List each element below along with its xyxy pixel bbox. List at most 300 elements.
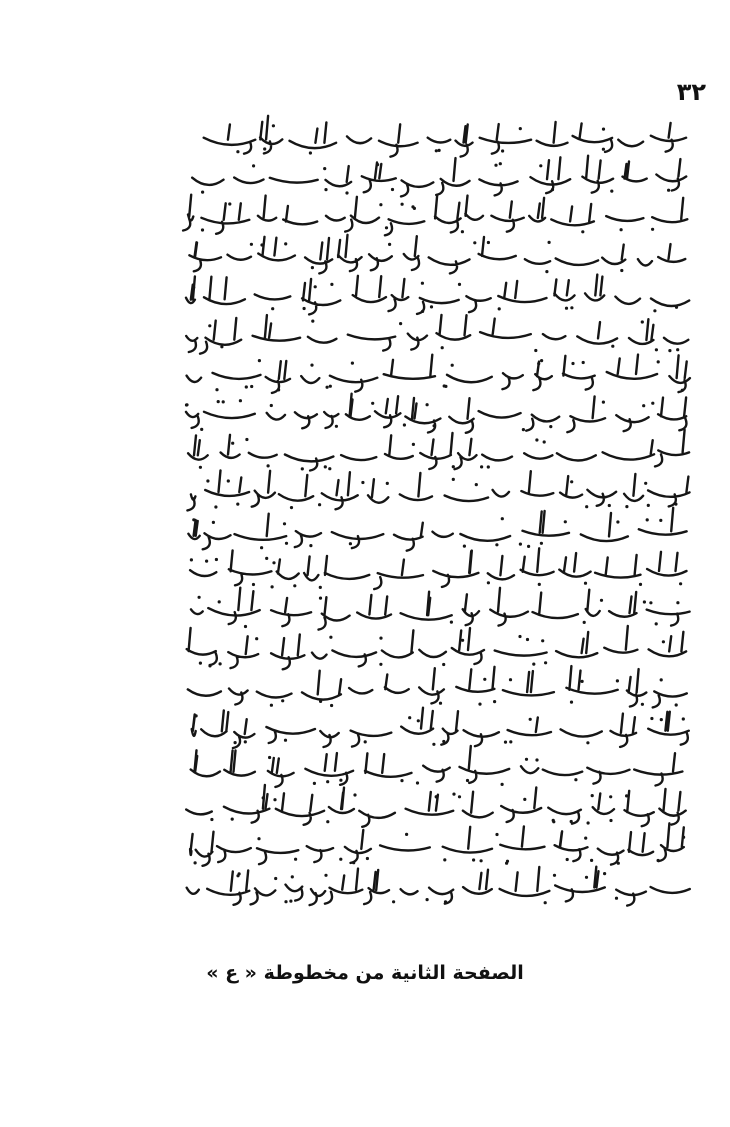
handwriting-stroke [186,394,686,433]
diacritic-dot [265,557,268,560]
diacritic-dot [616,520,619,523]
manuscript-line [192,708,689,748]
diacritic-dot [644,482,647,485]
diacritic-dot [260,546,263,549]
handwriting-stroke [187,867,690,906]
diacritic-dot [231,818,234,821]
diacritic-dot [239,399,242,402]
manuscript-line [190,823,685,866]
diacritic-dot [318,503,321,506]
diacritic-dot [600,599,603,602]
diacritic-dot [585,876,588,879]
diacritic-dot [236,503,239,506]
diacritic-dot [609,795,612,798]
diacritic-dot [319,586,322,589]
handwriting-stroke [190,823,684,866]
diacritic-dot [458,795,461,798]
diacritic-dot [311,320,314,323]
diacritic-dot [376,163,379,166]
manuscript-line [204,116,686,157]
diacritic-dot [540,542,543,545]
diacritic-dot [641,703,644,706]
diacritic-dot [611,345,614,348]
diacritic-dot [324,465,327,468]
page-caption: الصفحة الثانية من مخطوطة « ع » [206,962,524,984]
diacritic-dot [574,778,577,781]
diacritic-dot [478,703,481,706]
diacritic-dot [190,558,193,561]
diacritic-dot [657,360,660,363]
diacritic-dot [535,438,538,441]
diacritic-dot [252,583,255,586]
diacritic-dot [660,678,663,681]
diacritic-dot [519,127,522,130]
diacritic-dot [620,228,623,231]
diacritic-dot [495,833,498,836]
diacritic-dot [649,601,652,604]
diacritic-dot [319,700,322,703]
diacritic-dot [581,230,584,233]
diacritic-dot [450,621,453,624]
diacritic-dot [501,783,504,786]
diacritic-dot [509,678,512,681]
diacritic-dot [281,699,284,702]
manuscript-line [187,355,690,393]
diacritic-dot [385,226,388,229]
handwriting-stroke [187,626,686,669]
diacritic-dot [294,858,297,861]
diacritic-dot [501,517,504,520]
diacritic-dot [328,467,331,470]
diacritic-dot [620,269,623,272]
diacritic-dot [426,403,429,406]
diacritic-dot [255,637,258,640]
diacritic-dot [291,875,294,878]
diacritic-dot [349,542,352,545]
diacritic-dot [590,859,593,862]
diacritic-dot [379,203,382,206]
diacritic-dot [675,703,678,706]
diacritic-dot [475,483,478,486]
diacritic-dot [324,188,327,191]
diacritic-dot [421,282,424,285]
diacritic-dot [234,741,237,744]
diacritic-dot [219,662,222,665]
diacritic-dot [371,402,374,405]
diacritic-dot [290,506,293,509]
manuscript-line [186,785,686,827]
diacritic-dot [583,621,586,624]
handwriting-stroke [187,355,690,393]
diacritic-dot [473,241,476,244]
handwriting-stroke [188,666,687,707]
diacritic-dot [270,704,273,707]
diacritic-dot [244,740,247,743]
diacritic-dot [245,385,248,388]
diacritic-dot [504,741,507,744]
handwriting-stroke [190,548,686,589]
diacritic-dot [194,861,197,864]
diacritic-dot [452,793,455,796]
diacritic-dot [314,285,317,288]
diacritic-dot [352,861,355,864]
diacritic-dot [647,504,650,507]
diacritic-dot [293,584,296,587]
manuscript-line [189,235,685,274]
diacritic-dot [552,819,555,822]
diacritic-dot [285,542,288,545]
handwriting-stroke [183,195,687,236]
diacritic-dot [545,270,548,273]
manuscript-line [187,626,686,669]
diacritic-dot [301,467,304,470]
diacritic-dot [525,758,528,761]
diacritic-dot [587,821,590,824]
diacritic-dot [206,479,209,482]
diacritic-dot [435,795,438,798]
diacritic-dot [273,798,276,801]
diacritic-dot [257,837,260,840]
manuscript-line [187,867,690,906]
diacritic-dot [195,714,198,717]
diacritic-dot [591,794,594,797]
manuscript-line [192,156,686,197]
diacritic-dot [386,482,389,485]
diacritic-dot [215,388,218,391]
manuscript-line [183,195,687,236]
diacritic-dot [602,401,605,404]
diacritic-dot [260,243,263,246]
diacritic-dot [675,306,678,309]
diacritic-dot [227,479,230,482]
handwriting-stroke [204,116,686,157]
diacritic-dot [310,364,313,367]
diacritic-dot [212,521,215,524]
diacritic-dot [405,833,408,836]
diacritic-dot [544,661,547,664]
diacritic-dot [270,404,273,407]
diacritic-dot [319,597,322,600]
diacritic-dot [284,739,287,742]
diacritic-dot [443,858,446,861]
diacritic-dot [532,663,535,666]
diacritic-dot [483,678,486,681]
diacritic-dot [272,124,275,127]
diacritic-dot [283,522,286,525]
diacritic-dot [311,266,314,269]
diacritic-dot [662,640,665,643]
diacritic-dot [432,743,435,746]
diacritic-dot [435,149,438,152]
diacritic-dot [208,324,211,327]
handwriting-stroke [188,508,686,551]
diacritic-dot [549,425,552,428]
diacritic-dot [639,583,642,586]
diacritic-dot [451,364,454,367]
diacritic-dot [392,900,395,903]
diacritic-dot [323,167,326,170]
diacritic-dot [653,309,656,312]
diacritic-dot [667,189,670,192]
diacritic-dot [399,322,402,325]
diacritic-dot [364,740,367,743]
diacritic-dot [215,558,218,561]
diacritic-dot [570,480,573,483]
diacritic-dot [379,663,382,666]
manuscript-line [188,666,687,707]
diacritic-dot [403,423,406,426]
diacritic-dot [433,424,436,427]
diacritic-dot [217,400,220,403]
diacritic-dot [274,877,277,880]
diacritic-dot [571,362,574,365]
diacritic-dot [551,188,554,191]
diacritic-dot [586,741,589,744]
diacritic-dot [277,388,280,391]
diacritic-dot [411,205,414,208]
diacritic-dot [679,582,682,585]
diacritic-dot [493,700,496,703]
diacritic-dot [220,345,223,348]
diacritic-dot [602,148,605,151]
diacritic-dot [452,465,455,468]
diacritic-dot [452,478,455,481]
diacritic-dot [236,874,239,877]
diacritic-dot [222,400,225,403]
handwriting-stroke [186,275,689,315]
diacritic-dot [523,798,526,801]
diacritic-dot [228,202,231,205]
diacritic-dot [543,440,546,443]
diacritic-dot [548,241,551,244]
diacritic-dot [303,307,306,310]
diacritic-dot [442,740,445,743]
diacritic-dot [330,283,333,286]
manuscript-line [188,508,686,551]
diacritic-dot [412,443,415,446]
diacritic-dot [345,191,348,194]
diacritic-dot [566,858,569,861]
diacritic-dot [544,901,547,904]
diacritic-dot [602,128,605,131]
diacritic-dot [660,718,663,721]
diacritic-dot [329,385,332,388]
diacritic-dot [272,561,275,564]
diacritic-dot [655,348,658,351]
diacritic-dot [442,663,445,666]
diacritic-dot [651,402,654,405]
diacritic-dot [608,504,611,507]
diacritic-dot [609,819,612,822]
diacritic-dot [262,796,265,799]
diacritic-dot [615,897,618,900]
diacritic-dot [271,307,274,310]
diacritic-dot [335,425,338,428]
diacritic-dot [487,465,490,468]
manuscript-line [185,394,687,433]
diacritic-dot [681,389,684,392]
diacritic-dot [487,241,490,244]
diacritic-dot [353,793,356,796]
manuscript-line [186,275,689,315]
handwriting-stroke [187,470,689,510]
diacritic-dot [494,164,497,167]
diacritic-dot [231,442,234,445]
diacritic-dot [541,639,544,642]
diacritic-dot [441,346,444,349]
diacritic-dot [535,758,538,761]
diacritic-dot [201,191,204,194]
diacritic-dot [339,779,342,782]
diacritic-dot [444,900,447,903]
diacritic-dot [617,862,620,865]
diacritic-dot [426,898,429,901]
diacritic-dot [198,596,201,599]
diacritic-dot [263,147,266,150]
page-number: ٣٢ [676,78,706,106]
manuscript-handwriting-image [178,110,698,910]
handwriting-stroke [191,746,683,787]
diacritic-dot [625,505,628,508]
diacritic-dot [438,149,441,152]
diacritic-dot [208,664,211,667]
diacritic-dot [539,164,542,167]
diacritic-dot [326,780,329,783]
diacritic-dot [210,818,213,821]
diacritic-dot [674,503,677,506]
diacritic-dot [430,305,433,308]
diacritic-dot [682,836,685,839]
diacritic-dot [444,385,447,388]
manuscript-line [191,746,683,787]
diacritic-dot [676,348,679,351]
diacritic-dot [185,403,188,406]
diacritic-dot [268,756,271,759]
diacritic-dot [461,639,464,642]
diacritic-dot [498,307,501,310]
diacritic-dot [584,582,587,585]
diacritic-dot [463,545,466,548]
diacritic-dot [458,283,461,286]
diacritic-dot [236,150,239,153]
diacritic-dot [519,543,522,546]
diacritic-dot [538,583,541,586]
diacritic-dot [495,543,498,546]
diacritic-dot [657,859,660,862]
manuscript-line [188,430,689,471]
manuscript-line [190,548,687,589]
diacritic-dot [603,872,606,875]
diacritic-dot [570,306,573,309]
diacritic-dot [570,701,573,704]
diacritic-dot [244,625,247,628]
diacritic-dot [284,242,287,245]
diacritic-dot [610,190,613,193]
diacritic-dot [676,601,679,604]
handwriting-stroke [191,588,690,630]
manuscript-line [191,588,690,630]
diacritic-dot [651,228,654,231]
diacritic-dot [329,636,332,639]
diacritic-dot [565,307,568,310]
diacritic-dot [201,228,204,231]
diacritic-dot [509,740,512,743]
diacritic-dot [461,230,464,233]
diacritic-dot [472,858,475,861]
diacritic-dot [570,820,573,823]
diacritic-dot [421,310,424,313]
diacritic-dot [650,717,653,720]
diacritic-dot [625,794,628,797]
diacritic-dot [581,680,584,683]
diacritic-dot [339,858,342,861]
diacritic-dot [388,243,391,246]
diacritic-dot [330,704,333,707]
diacritic-dot [408,716,411,719]
diacritic-dot [391,188,394,191]
diacritic-dot [400,779,403,782]
diacritic-dot [527,545,530,548]
handwriting-stroke [186,315,688,354]
diacritic-dot [379,637,382,640]
handwriting-stroke [189,235,685,274]
diacritic-dot [252,164,255,167]
diacritic-dot [309,544,312,547]
diacritic-dot [480,465,483,468]
diacritic-dot [616,679,619,682]
diacritic-dot [501,149,504,152]
diacritic-dot [466,779,469,782]
diacritic-dot [659,519,662,522]
diacritic-dot [540,359,543,362]
diacritic-dot [439,702,442,705]
diacritic-dot [417,719,420,722]
diacritic-dot [218,600,221,603]
diacritic-dot [351,362,354,365]
diacritic-dot [192,518,195,521]
diacritic-dot [564,520,567,523]
diacritic-dot [529,718,532,721]
diacritic-dot [309,151,312,154]
diacritic-dot [641,320,644,323]
diacritic-dot [271,585,274,588]
diacritic-dot [668,349,671,352]
diacritic-dot [192,286,195,289]
handwriting-stroke [192,708,689,748]
diacritic-dot [499,162,502,165]
diacritic-dot [682,717,685,720]
diacritic-dot [642,404,645,407]
diacritic-dot [518,635,521,638]
manuscript-line [187,470,689,510]
diacritic-dot [537,362,540,365]
diacritic-dot [284,900,287,903]
diacritic-dot [585,505,588,508]
diacritic-dot [643,600,646,603]
diacritic-dot [505,862,508,865]
diacritic-dot [258,359,261,362]
diacritic-dot [553,874,556,877]
diacritic-dot [250,243,253,246]
diacritic-dot [487,581,490,584]
diacritic-dot [289,900,292,903]
diacritic-dot [522,428,525,431]
diacritic-dot [326,386,329,389]
manuscript-lines [178,110,698,910]
diacritic-dot [366,857,369,860]
diacritic-dot [245,438,248,441]
diacritic-dot [646,518,649,521]
